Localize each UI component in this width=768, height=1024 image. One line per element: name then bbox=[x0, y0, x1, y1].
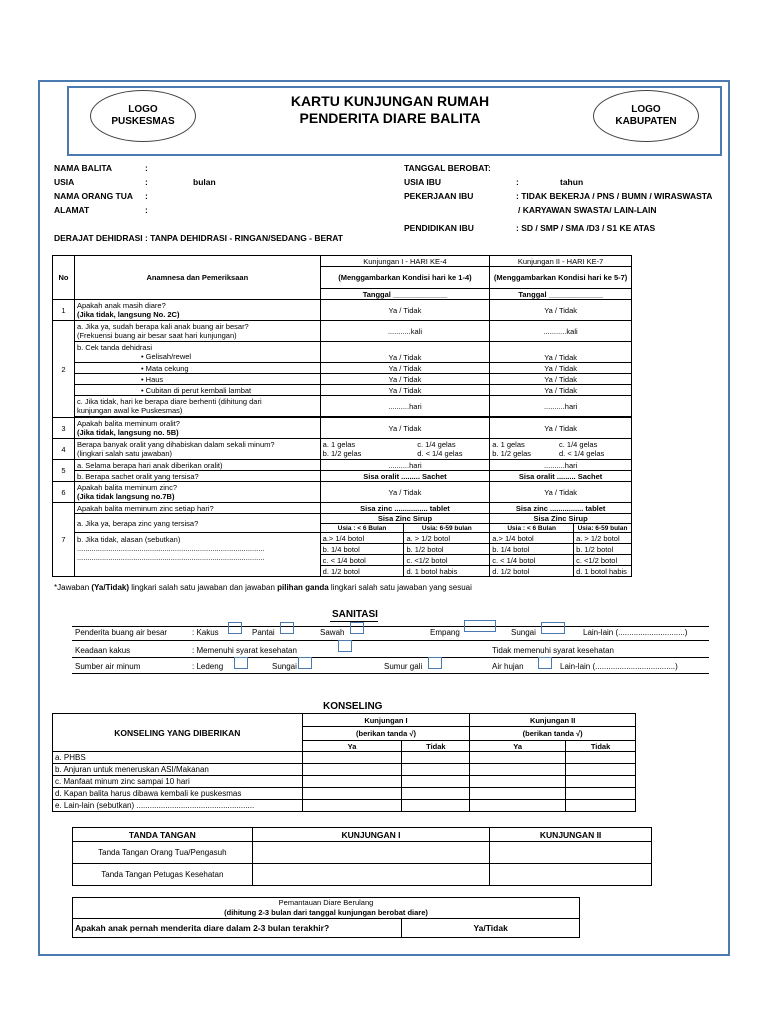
opt-tidak-memenuhi: Tidak memenuhi syarat kesehatan bbox=[492, 646, 614, 655]
opt-kakus: : Kakus bbox=[192, 628, 219, 637]
q2b3: • Haus bbox=[74, 374, 320, 385]
answer: ..........hari bbox=[320, 396, 490, 417]
opt-memenuhi: : Memenuhi syarat kesehatan bbox=[192, 646, 297, 655]
answer: Ya / Tidak bbox=[490, 385, 632, 396]
botol-option: b. 1/4 botol bbox=[490, 544, 574, 555]
sungai-checkbox[interactable] bbox=[298, 657, 312, 669]
check-cell[interactable] bbox=[402, 764, 470, 776]
konseling-k2-sub: (berikan tanda √) bbox=[470, 727, 636, 741]
sanitasi-rule bbox=[72, 673, 709, 674]
check-cell[interactable] bbox=[402, 800, 470, 812]
row-no: 4 bbox=[53, 439, 75, 460]
label-usia: USIA bbox=[54, 177, 75, 187]
answer: Sisa oralit ......... Sachet bbox=[490, 471, 632, 482]
k1-sub: (Menggambarkan Kondisi hari ke 1-4) bbox=[320, 267, 490, 289]
answer: Sisa oralit ......... Sachet bbox=[320, 471, 490, 482]
usia-lt6: Usia : < 6 Bulan bbox=[490, 524, 574, 533]
col-tidak: Tidak bbox=[402, 741, 470, 752]
q2c: c. Jika tidak, hari ke berapa diare berhenti (dihitung dari kunjungan awal ke Puskesmas) bbox=[74, 396, 320, 417]
opt-sawah: Sawah bbox=[320, 628, 345, 637]
q6: Apakah balita meminum zinc? (Jika tidak langsung no.7B) bbox=[74, 482, 320, 503]
answer: Ya / Tidak bbox=[320, 363, 490, 374]
opt-empang: Empang bbox=[430, 628, 460, 637]
check-cell[interactable] bbox=[566, 788, 636, 800]
memenuhi-checkbox[interactable] bbox=[338, 640, 352, 652]
answer: Ya / Tidak bbox=[490, 342, 632, 363]
check-cell[interactable] bbox=[402, 776, 470, 788]
sanitasi-rule bbox=[72, 657, 709, 658]
botol-option: b. 1/2 botol bbox=[574, 544, 632, 555]
signature-cell[interactable] bbox=[252, 864, 490, 886]
opt-hujan: Air hujan bbox=[492, 662, 524, 671]
konseling-item: e. Lain-lain (sebutkan) ..................................................... bbox=[53, 800, 303, 812]
konseling-item: c. Manfaat minum zinc sampai 10 hari bbox=[53, 776, 303, 788]
pemantauan-head: Pemantauan Diare Berulang (dihitung 2-3 bulan dari tanggal kunjungan berobat diare) bbox=[73, 898, 580, 919]
check-cell[interactable] bbox=[470, 776, 566, 788]
botol-option: d. 1 botol habis bbox=[404, 566, 490, 577]
answer: Ya / Tidak bbox=[320, 374, 490, 385]
botol-option: a.> 1/4 botol bbox=[490, 533, 574, 544]
usia-6-59: Usia: 6-59 bulan bbox=[404, 524, 490, 533]
botol-option: c. <1/2 botol bbox=[574, 555, 632, 566]
col-ya: Ya bbox=[302, 741, 402, 752]
row-no: 5 bbox=[53, 460, 75, 482]
opt-sungai: Sungai bbox=[272, 662, 297, 671]
pekerjaan-options-1: : TIDAK BEKERJA / PNS / BUMN / WIRASWASTA bbox=[516, 191, 713, 201]
visit-table bbox=[52, 255, 632, 577]
col-anamnesa: Anamnesa dan Pemeriksaan bbox=[74, 256, 320, 300]
col-no: No bbox=[53, 256, 75, 300]
answer: Ya / Tidak bbox=[320, 418, 490, 439]
answer-gelas: a. 1 gelas c. 1/4 gelas b. 1/2 gelas d. < 1/4 gelas bbox=[490, 439, 632, 460]
check-cell[interactable] bbox=[566, 764, 636, 776]
opt-sumur: Sumur gali bbox=[384, 662, 423, 671]
row-no: 3 bbox=[53, 418, 75, 439]
answer: Ya / Tidak bbox=[320, 300, 490, 321]
check-cell[interactable] bbox=[302, 752, 402, 764]
answer: ..........hari bbox=[490, 460, 632, 471]
konseling-table bbox=[52, 713, 636, 812]
signature-cell[interactable] bbox=[490, 864, 652, 886]
label-usia-ibu: USIA IBU bbox=[404, 177, 441, 187]
botol-option: b. 1/4 botol bbox=[320, 544, 404, 555]
pantai-checkbox[interactable] bbox=[280, 622, 294, 634]
label-sumber-air: Sumber air minum bbox=[75, 662, 141, 671]
botol-option: c. <1/2 botol bbox=[404, 555, 490, 566]
page-title: KARTU KUNJUNGAN RUMAH PENDERITA DIARE BALITA bbox=[290, 93, 490, 126]
ttd-orang-tua: Tanda Tangan Orang Tua/Pengasuh bbox=[73, 842, 253, 864]
label-tanggal-berobat: TANGGAL BEROBAT: bbox=[404, 163, 491, 173]
sanitasi-title: SANITASI bbox=[332, 609, 378, 620]
botol-option: d. 1/2 botol bbox=[320, 566, 404, 577]
check-cell[interactable] bbox=[302, 776, 402, 788]
derajat-dehidrasi: DERAJAT DEHIDRASI : TANPA DEHIDRASI - RINGAN/SEDANG - BERAT bbox=[54, 233, 344, 243]
colon: : bbox=[145, 177, 148, 187]
q5b: b. Berapa sachet oralit yang tersisa? bbox=[74, 471, 320, 482]
sumur-checkbox[interactable] bbox=[428, 657, 442, 669]
konseling-item: a. PHBS bbox=[53, 752, 303, 764]
check-cell[interactable] bbox=[566, 776, 636, 788]
logo-puskesmas: LOGO PUSKESMAS bbox=[90, 90, 196, 142]
sanitasi-rule bbox=[72, 626, 709, 627]
q2b2: • Mata cekung bbox=[74, 363, 320, 374]
label-bab: Penderita buang air besar bbox=[75, 628, 168, 637]
konseling-item: b. Anjuran untuk meneruskan ASI/Makanan bbox=[53, 764, 303, 776]
answer: Ya / Tidak bbox=[490, 482, 632, 503]
check-cell[interactable] bbox=[302, 764, 402, 776]
botol-option: a. > 1/2 botol bbox=[574, 533, 632, 544]
botol-option: c. < 1/4 botol bbox=[320, 555, 404, 566]
label-nama-balita: NAMA BALITA bbox=[54, 163, 113, 173]
answer-gelas: a. 1 gelas c. 1/4 gelas b. 1/2 gelas d. < 1/4 gelas bbox=[320, 439, 490, 460]
colon: : bbox=[145, 163, 148, 173]
label-alamat: ALAMAT bbox=[54, 205, 90, 215]
ttd-k2: KUNJUNGAN II bbox=[490, 828, 652, 842]
botol-option: d. 1/2 botol bbox=[490, 566, 574, 577]
label-pendidikan-ibu: PENDIDIKAN IBU bbox=[404, 223, 474, 233]
label-nama-orang-tua: NAMA ORANG TUA bbox=[54, 191, 134, 201]
k2-tanggal: Tanggal _____________ bbox=[490, 289, 632, 300]
kakus-checkbox[interactable] bbox=[228, 622, 242, 634]
sisa-sirup: Sisa Zinc Sirup bbox=[490, 514, 632, 524]
q4: Berapa banyak oralit yang dihabiskan dalam sekali minum? (lingkari salah satu jawaban) bbox=[74, 439, 320, 460]
check-cell[interactable] bbox=[566, 800, 636, 812]
check-cell[interactable] bbox=[470, 752, 566, 764]
opt-lain-lain: Lain-lain (..............................) bbox=[583, 628, 688, 637]
answer: ..........hari bbox=[320, 460, 490, 471]
opt-sungai: Sungai bbox=[511, 628, 536, 637]
pemantauan-question: Apakah anak pernah menderita diare dalam 2-3 bulan terakhir? bbox=[73, 919, 402, 938]
hujan-checkbox[interactable] bbox=[538, 657, 552, 669]
answer: Sisa zinc ................ tablet bbox=[490, 503, 632, 514]
q2b4: • Cubitan di perut kembali lambat bbox=[74, 385, 320, 396]
row-no: 2 bbox=[53, 321, 75, 418]
q7b: b. Jika tidak, alasan (sebutkan) .......................................................................................... .......................................................................................... bbox=[74, 533, 320, 577]
tanda-tangan-table bbox=[72, 827, 652, 886]
row-no: 1 bbox=[53, 300, 75, 321]
empang-checkbox[interactable] bbox=[464, 620, 496, 632]
q7a: a. Jika ya, berapa zinc yang tersisa? bbox=[74, 514, 320, 533]
answer: ...........kali bbox=[490, 321, 632, 342]
check-cell[interactable] bbox=[402, 752, 470, 764]
answer: Ya / Tidak bbox=[320, 342, 490, 363]
check-cell[interactable] bbox=[302, 800, 402, 812]
pekerjaan-options-2: / KARYAWAN SWASTA/ LAIN-LAIN bbox=[518, 205, 657, 215]
ledeng-checkbox[interactable] bbox=[234, 657, 248, 669]
q3: Apakah balita meminum oralit? (Jika tidak, langsung no. 5B) bbox=[74, 418, 320, 439]
logo-kabupaten: LOGO KABUPATEN bbox=[593, 90, 699, 142]
row-no: 6 bbox=[53, 482, 75, 503]
answer: Ya / Tidak bbox=[490, 418, 632, 439]
botol-option: b. 1/2 botol bbox=[404, 544, 490, 555]
k1-title: Kunjungan I - HARI KE-4 bbox=[320, 256, 490, 267]
pemantauan-answer[interactable]: Ya/Tidak bbox=[402, 919, 580, 938]
pemantauan-table bbox=[72, 897, 580, 938]
k1-tanggal: Tanggal _____________ bbox=[320, 289, 490, 300]
check-cell[interactable] bbox=[402, 788, 470, 800]
colon: : bbox=[516, 177, 519, 187]
sungai-checkbox[interactable] bbox=[541, 622, 565, 634]
check-cell[interactable] bbox=[302, 788, 402, 800]
check-cell[interactable] bbox=[470, 764, 566, 776]
konseling-k2: Kunjungan II bbox=[470, 714, 636, 727]
signature-cell[interactable] bbox=[252, 842, 490, 864]
answer-note: *Jawaban (Ya/Tidak) lingkari salah satu jawaban dan jawaban pilihan ganda lingkari salah satu jawaban yang sesuai bbox=[54, 583, 472, 592]
answer: Ya / Tidak bbox=[490, 300, 632, 321]
konseling-k1-sub: (berikan tanda √) bbox=[302, 727, 470, 741]
check-cell[interactable] bbox=[470, 788, 566, 800]
k2-sub: (Menggambarkan Kondisi hari ke 5-7) bbox=[490, 267, 632, 289]
sawah-checkbox[interactable] bbox=[350, 622, 364, 634]
q5a: a. Selama berapa hari anak diberikan oralit) bbox=[74, 460, 320, 471]
col-ya: Ya bbox=[470, 741, 566, 752]
q7: Apakah balita meminum zinc setiap hari? bbox=[74, 503, 320, 514]
row-no: 7 bbox=[53, 503, 75, 577]
colon: : bbox=[145, 205, 148, 215]
konseling-col-head: KONSELING YANG DIBERIKAN bbox=[53, 714, 303, 752]
label-tahun: tahun bbox=[560, 177, 584, 187]
label-pekerjaan-ibu: PEKERJAAN IBU bbox=[404, 191, 474, 201]
check-cell[interactable] bbox=[566, 752, 636, 764]
botol-option: a.> 1/4 botol bbox=[320, 533, 404, 544]
signature-cell[interactable] bbox=[490, 842, 652, 864]
answer: Sisa zinc ................ tablet bbox=[320, 503, 490, 514]
answer: ..........hari bbox=[490, 396, 632, 417]
ttd-head: TANDA TANGAN bbox=[73, 828, 253, 842]
ttd-k1: KUNJUNGAN I bbox=[252, 828, 490, 842]
botol-option: c. < 1/4 botol bbox=[490, 555, 574, 566]
answer: Ya / Tidak bbox=[490, 374, 632, 385]
answer: Ya / Tidak bbox=[490, 363, 632, 374]
sisa-sirup: Sisa Zinc Sirup bbox=[320, 514, 490, 524]
konseling-k1: Kunjungan I bbox=[302, 714, 470, 727]
k2-title: Kunjungan II - HARI KE-7 bbox=[490, 256, 632, 267]
q2b: b. Cek tanda dehidrasi • Gelisah/rewel bbox=[74, 342, 320, 363]
ttd-petugas: Tanda Tangan Petugas Kesehatan bbox=[73, 864, 253, 886]
answer: ...........kali bbox=[320, 321, 490, 342]
opt-lain-lain: Lain-lain (....................................) bbox=[560, 662, 678, 671]
label-keadaan-kakus: Keadaan kakus bbox=[75, 646, 131, 655]
q2a: a. Jika ya, sudah berapa kali anak buang air besar? (Frekuensi buang air besar saat hari kunjungan) bbox=[74, 321, 320, 342]
konseling-title: KONSELING bbox=[323, 701, 383, 712]
sanitasi-rule bbox=[72, 640, 709, 641]
botol-option: d. 1 botol habis bbox=[574, 566, 632, 577]
colon: : bbox=[145, 191, 148, 201]
pendidikan-options: : SD / SMP / SMA /D3 / S1 KE ATAS bbox=[516, 223, 656, 233]
answer: Ya / Tidak bbox=[320, 385, 490, 396]
check-cell[interactable] bbox=[470, 800, 566, 812]
q1: Apakah anak masih diare? (Jika tidak, langsung No. 2C) bbox=[74, 300, 320, 321]
answer: Ya / Tidak bbox=[320, 482, 490, 503]
usia-6-59: Usia: 6-59 bulan bbox=[574, 524, 632, 533]
usia-lt6: Usia : < 6 Bulan bbox=[320, 524, 404, 533]
botol-option: a. > 1/2 botol bbox=[404, 533, 490, 544]
konseling-item: d. Kapan balita harus dibawa kembali ke puskesmas bbox=[53, 788, 303, 800]
col-tidak: Tidak bbox=[566, 741, 636, 752]
opt-ledeng: : Ledeng bbox=[192, 662, 224, 671]
opt-pantai: Pantai bbox=[252, 628, 275, 637]
label-bulan: bulan bbox=[193, 177, 216, 187]
